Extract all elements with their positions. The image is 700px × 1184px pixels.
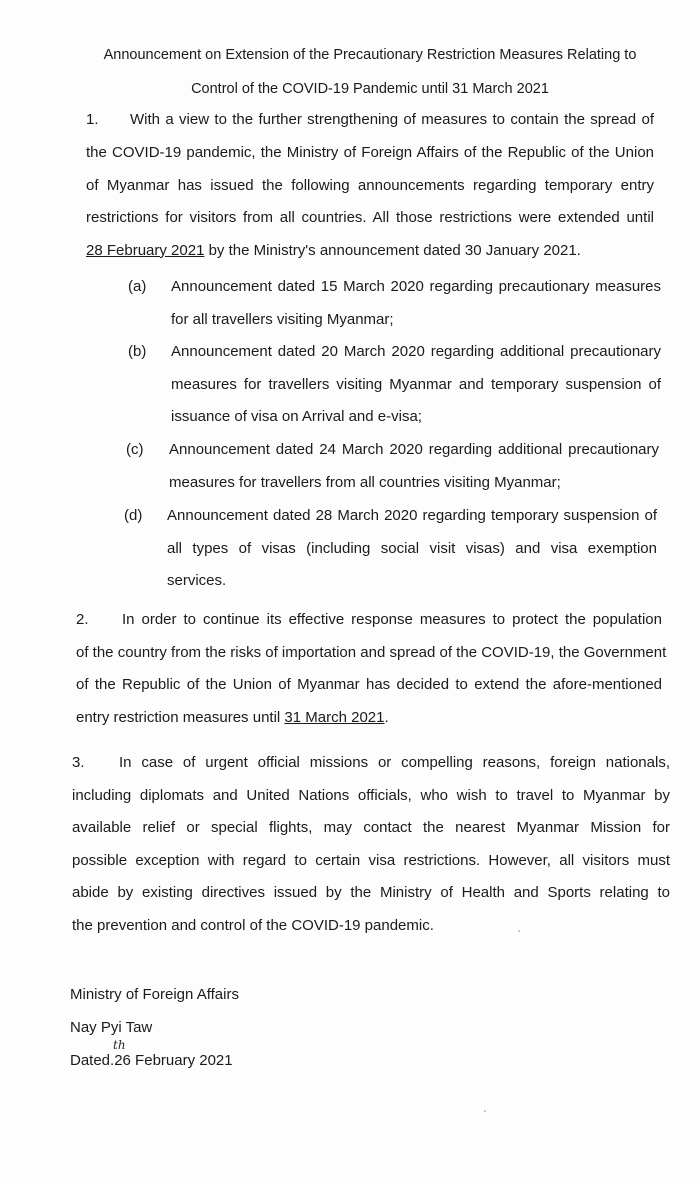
list-item-label: (c) xyxy=(126,441,144,458)
paragraph-3-line-2: including diplomats and United Nations officials, who wish to travel to Myanmar by xyxy=(72,786,670,804)
paragraph-2-line-3: of the Republic of the Union of Myanmar has decided to extend the afore-mentioned xyxy=(76,676,662,693)
list-item-line: all types of visas (including social visit visas) and visa exemption xyxy=(167,539,657,557)
list-item-label: (a) xyxy=(128,278,147,295)
list-item-line: issuance of visa on Arrival and e-visa; xyxy=(171,408,422,425)
list-item-line: Announcement dated 15 March 2020 regarding precautionary measures xyxy=(171,278,661,295)
underlined-date: 28 February 2021 xyxy=(86,241,205,259)
list-item-line: measures for travellers visiting Myanmar and temporary suspension of xyxy=(171,375,661,393)
handwritten-day: 26 xyxy=(114,1052,131,1069)
paragraph-1 xyxy=(86,104,654,137)
signature-city: Nay Pyi Taw xyxy=(70,1019,153,1036)
list-item-label: (d) xyxy=(124,507,143,524)
list-item-line: services. xyxy=(167,572,227,589)
paragraph-3-line-3: available relief or special flights, may contact the nearest Myanmar Mission for xyxy=(72,819,670,836)
handwritten-ordinal: th xyxy=(113,1038,126,1052)
paragraph-3-line-4: possible exception with regard to certain visa restrictions. However, all visitors must xyxy=(72,851,670,869)
paragraph-3-line-6: the prevention and control of the COVID-19 pandemic. xyxy=(72,916,434,934)
paragraph-2-line-1: 2. In order to continue its effective response measures to protect the population xyxy=(76,604,662,637)
paragraph-1-line-4: restrictions for visitors from all countries. All those restrictions were extended until xyxy=(86,209,654,226)
list-item-line: measures for travellers from all countries visiting Myanmar; xyxy=(169,473,561,491)
list-item-line: Announcement dated 24 March 2020 regarding additional precautionary xyxy=(169,441,659,458)
paragraph-number: 3. xyxy=(72,754,85,771)
paragraph-2-line-4: entry restriction measures until 31 March 2021. xyxy=(76,708,389,726)
paragraph-2-line-2: of the country from the risks of importation and spread of the COVID-19, the Government xyxy=(76,643,667,661)
title-line-2: Control of the COVID-19 Pandemic until 31 March 2021 xyxy=(191,81,549,97)
signature-date: Dated.26 February 2021 xyxy=(70,1052,233,1069)
scan-speck xyxy=(518,930,520,932)
paragraph-1-body xyxy=(86,137,654,267)
paragraph-number: 2. xyxy=(76,611,89,628)
paragraph-3-line-5: abide by existing directives issued by the Ministry of Health and Sports relating to xyxy=(72,884,670,901)
paragraph-2 xyxy=(76,604,667,734)
paragraph-1-line-2: the COVID-19 pandemic, the Ministry of Foreign Affairs of the Republic of the Union xyxy=(86,144,654,161)
title-line-1: Announcement on Extension of the Precautionary Restriction Measures Relating to xyxy=(103,47,637,63)
signature-ministry: Ministry of Foreign Affairs xyxy=(70,986,239,1003)
paragraph-3 xyxy=(72,747,670,942)
scan-speck xyxy=(484,1110,486,1112)
paragraph-3-line-1: 3. In case of urgent official missions or compelling reasons, foreign nationals, xyxy=(72,747,670,780)
paragraph-1-line-5: 28 February 2021 by the Ministry's announcement dated 30 January 2021. xyxy=(86,241,581,259)
list-item-line: Announcement dated 20 March 2020 regarding additional precautionary xyxy=(171,343,661,360)
underlined-date: 31 March 2021 xyxy=(284,708,385,726)
list-item-label: (b) xyxy=(128,343,147,360)
paragraph-1-line-1: 1. With a view to the further strengthening of measures to contain the spread of xyxy=(86,104,654,137)
paragraph-number: 1. xyxy=(86,111,99,128)
list-item-line: Announcement dated 28 March 2020 regarding temporary suspension of xyxy=(167,507,657,524)
list-item-line: for all travellers visiting Myanmar; xyxy=(171,310,394,328)
paragraph-1-line-3: of Myanmar has issued the following announcements regarding temporary entry xyxy=(86,176,654,194)
